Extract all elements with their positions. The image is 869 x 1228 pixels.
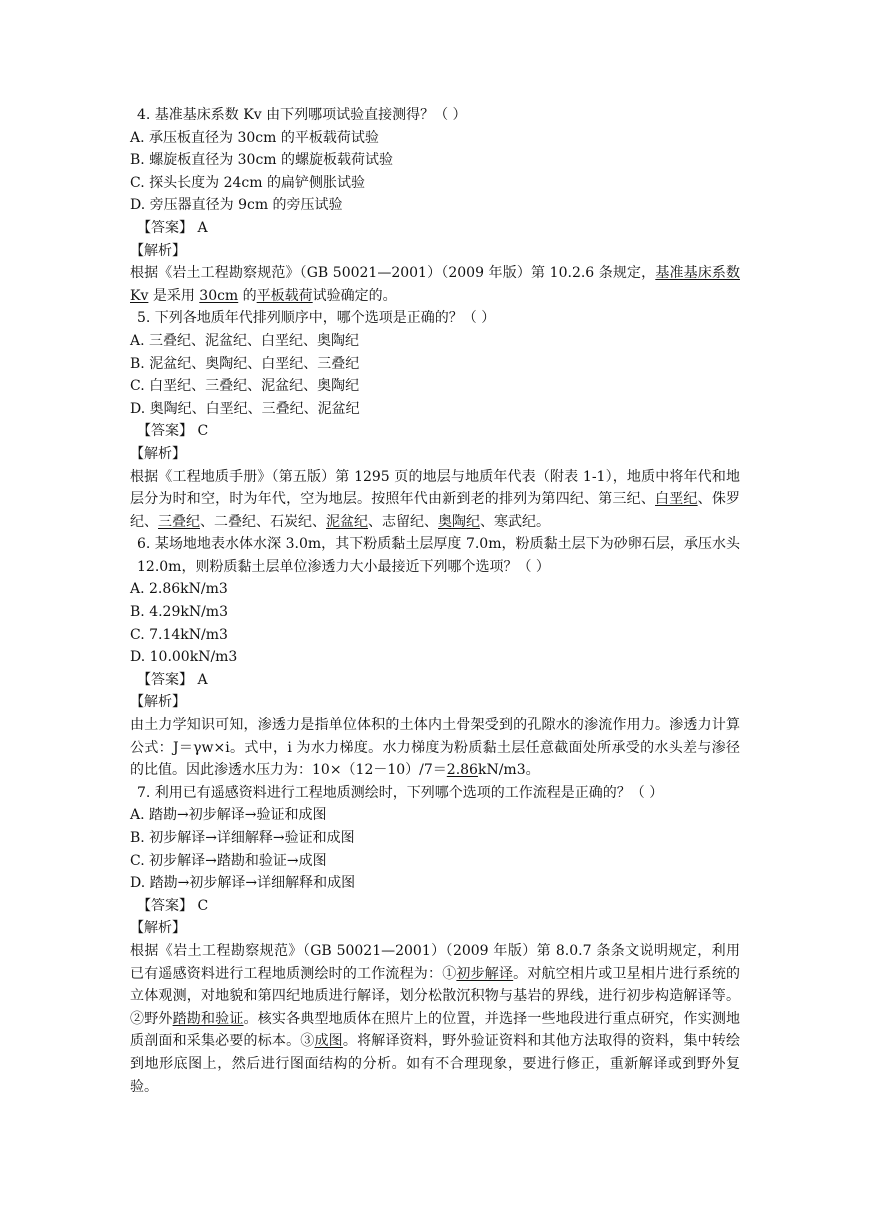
answer: 【答案】 A [137, 219, 208, 236]
option-a: A. 三叠纪、泥盆纪、白垩纪、奥陶纪 [130, 332, 360, 349]
option-d: D. 奥陶纪、白垩纪、三叠纪、泥盆纪 [130, 400, 360, 417]
analysis-run: 的 [238, 287, 257, 304]
analysis-run: 、寒武纪。 [480, 513, 550, 530]
option-c: C. 白垩纪、三叠纪、泥盆纪、奥陶纪 [130, 378, 360, 395]
option-c: C. 7.14kN/m3 [130, 626, 228, 643]
underlined-keyword: 白垩纪 [655, 491, 698, 508]
option-b: B. 泥盆纪、奥陶纪、白垩纪、三叠纪 [130, 355, 360, 372]
underlined-keyword: 基准基床系数 Kv [130, 265, 740, 304]
question-6 [130, 533, 740, 782]
answer: 【答案】 C [137, 423, 209, 440]
option-a: A. 踏勘→初步解译→验证和成图 [130, 807, 327, 824]
option-c: C. 初步解译→踏勘和验证→成图 [130, 852, 327, 869]
analysis-run: 、侏罗纪、 [130, 491, 741, 530]
underlined-keyword: 三叠纪 [158, 513, 200, 530]
analysis-run: 由土力学知识可知，渗透力是指单位体积的土体内土骨架受到的孔隙水的渗流作用力。渗透力计算公式：J＝γw×i。式中，i 为水力梯度。水力梯度为粉质黏土层任意截面处所承受的水头差与渗径的比值。因此渗透水压力为：10×（12－10）/7＝ [130, 717, 740, 779]
analysis-text [130, 940, 740, 1098]
option-c: C. 探头长度为 24cm 的扁铲侧胀试验 [130, 174, 365, 191]
option-d: D. 踏勘→初步解译→详细解释和成图 [130, 875, 356, 892]
option-d: D. 10.00kN/m3 [130, 649, 238, 666]
option-b: B. 螺旋板直径为 30cm 的螺旋板载荷试验 [130, 152, 394, 169]
underlined-keyword: 2.86 [446, 762, 478, 779]
option-b: B. 4.29kN/m3 [130, 604, 228, 621]
option-a: A. 2.86kN/m3 [130, 581, 228, 598]
underlined-keyword: 奥陶纪 [438, 513, 480, 530]
question-4 [130, 104, 740, 307]
answer: 【答案】 A [137, 671, 208, 688]
option-a: A. 承压板直径为 30cm 的平板载荷试验 [130, 129, 379, 146]
question-7 [130, 782, 740, 1098]
analysis-run: 。核实各典型地质体在照片上的位置，并选择一些地段进行重点研究，作实测地质剖面和采集必要的标本。③ [130, 1010, 741, 1050]
analysis-text [130, 714, 740, 782]
underlined-keyword: 泥盆纪 [326, 513, 368, 530]
option-b: B. 初步解译→详细解释→验证和成图 [130, 830, 355, 846]
analysis-run: kN/m3。 [477, 762, 540, 779]
analysis-run: 试验确定的。 [312, 287, 397, 304]
underlined-keyword: 踏勘和验证 [172, 1010, 244, 1027]
analysis-run: 根据《工程地质手册》（第五版）第 1295 页的地层与地质年代表（附表 1-1），地质中将年代和地层分为时和空，时为年代，空为地层。按照年代由新到老的排列为第四纪、第三纪、 [130, 468, 740, 508]
underlined-keyword: 30cm [199, 287, 239, 304]
analysis-text [130, 262, 740, 307]
answer: 【答案】 C [137, 897, 209, 914]
analysis-run: 根据《岩土工程勘察规范》（GB 50021—2001）（2009 年版）第 10.2.6 条规定， [130, 265, 656, 282]
underlined-keyword: 初步解译 [456, 965, 514, 982]
question-5 [130, 307, 740, 533]
document-page [130, 104, 740, 1098]
analysis-label: 【解析】 [130, 920, 186, 937]
analysis-label: 【解析】 [130, 445, 186, 462]
question-stem: 7. 利用已有遥感资料进行工程地质测绘时，下列哪个选项的工作流程是正确的？（ ） [137, 784, 664, 801]
analysis-run: 是采用 [148, 287, 200, 304]
underlined-keyword: 平板载荷 [256, 287, 313, 304]
analysis-label: 【解析】 [130, 694, 186, 711]
analysis-run: 。对航空相片或卫星相片进行系统的立体观测，对地貌和第四纪地质进行解译，划分松散沉积物与基岩的界线，进行初步构造解译等。②野外 [130, 965, 741, 1027]
question-stem: 6. 某场地地表水体水深 3.0m，其下粉质黏土层厚度 7.0m，粉质黏土层下为砂卵石层，承压水头 12.0m，则粉质黏土层单位渗透力大小最接近下列哪个选项？（ ） [137, 536, 740, 575]
question-stem: 4. 基准基床系数 Kv 由下列哪项试验直接测得？（ ） [137, 107, 467, 123]
question-stem: 5. 下列各地质年代排列顺序中，哪个选项是正确的？（ ） [137, 310, 496, 327]
analysis-run: 、二叠纪、石炭纪、 [200, 513, 326, 530]
analysis-text [130, 466, 740, 534]
analysis-run: 、志留纪、 [368, 513, 438, 530]
analysis-label: 【解析】 [130, 242, 186, 259]
underlined-keyword: 成图 [314, 1033, 343, 1050]
analysis-run: 根据《岩土工程勘察规范》（GB 50021—2001）（2009 年版）第 8.0.7 条条文说明规定，利用已有遥感资料进行工程地质测绘时的工作流程为：① [130, 942, 740, 982]
option-d: D. 旁压器直径为 9cm 的旁压试验 [130, 197, 343, 214]
analysis-run: 。将解译资料，野外验证资料和其他方法取得的资料，集中转绘到地形底图上，然后进行图面结构的分析。如有不合理现象，要进行修正，重新解译或到野外复验。 [130, 1033, 741, 1095]
